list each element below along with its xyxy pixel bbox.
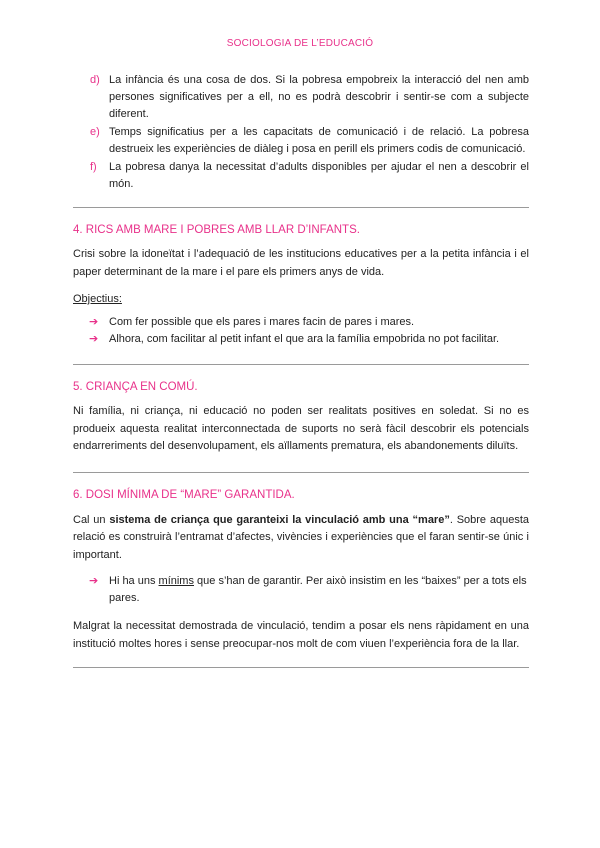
running-header: SOCIOLOGIA DE L’EDUCACIÓ (226, 38, 374, 49)
list-item (73, 124, 529, 158)
section-divider (73, 667, 529, 668)
objective-text: Alhora, com facilitar al petit infant el que ara la família empobrida no pot facilitar. (109, 333, 500, 345)
objectives-list (73, 314, 529, 348)
section-6-heading: 6. DOSI MÍNIMA DE “MARE” GARANTIDA. (73, 488, 295, 501)
section-6-bullets (73, 573, 529, 607)
section-4-heading: 4. RICS AMB MARE I POBRES AMB LLAR D’INFANTS. (73, 224, 360, 236)
text-run: Cal un (73, 513, 110, 526)
underlined-text: mínims (158, 575, 194, 587)
section-6-paragraph-2: Malgrat la necessitat demostrada de vinculació, tendim a posar els nens ràpidament en una institució moltes hores i sense preocupar-nos molt de com viuen l’experiència fora de la llar. (73, 620, 529, 650)
arrow-right-icon: ➔ (89, 316, 99, 328)
text-run: que s’han de garantir. Per això insistim en les “baixes” per a tots els pares. (109, 575, 527, 604)
section-5-paragraph: Ni família, ni criança, ni educació no poden ser realitats positives en soledat. Si no es produeix aquesta realitat interconnectada de suports no serà fàcil descobrir els potencials endarreriments del desenvolupament, els aïllaments prematura, els abandonements diluïts. (73, 405, 529, 452)
bold-text: sistema de criança que garanteixi la vinculació amb una “mare” (109, 513, 450, 526)
list-item (73, 573, 529, 607)
list-marker: e) (90, 126, 100, 138)
section-5-heading: 5. CRIANÇA EN COMÚ. (73, 381, 198, 393)
text-run: Hi ha uns (109, 575, 159, 587)
list-item (73, 72, 529, 123)
list-item-text: Temps significatius per a les capacitats de comunicació i de relació. La pobresa destrueix les experiències de diàleg i posa en perill els primers codis de comunicació. (109, 126, 529, 155)
text-run: . Sobre aquesta relació es construirà l’entramat d’afectes, vivències i experiències que el faran sentir-se únic i important. (73, 513, 529, 561)
section-6-paragraph-1 (73, 512, 529, 565)
list-item-text: La pobresa danya la necessitat d’adults disponibles per ajudar el nen a descobrir el món. (109, 161, 529, 190)
arrow-right-icon: ➔ (89, 575, 99, 587)
objectives-label: Objectius: (73, 293, 122, 305)
list-marker: f) (90, 161, 97, 173)
list-item-text: La infància és una cosa de dos. Si la pobresa empobreix la interacció del nen amb persones significatives per a ell, no es podrà descobrir i sentir-se com a subjecte diferent. (109, 74, 529, 120)
objective-text: Com fer possible que els pares i mares facin de pares i mares. (109, 316, 415, 328)
list-item (73, 331, 529, 348)
section-divider (73, 364, 529, 365)
page-content (73, 72, 529, 668)
list-marker: d) (90, 74, 100, 86)
section-4-paragraph: Crisi sobre la idoneïtat i l’adequació de les institucions educatives per a la petita infància i el paper determinant de la mare i el pare els primers anys de vida. (73, 248, 529, 278)
list-item (73, 159, 529, 193)
intro-list (73, 72, 529, 193)
section-divider (73, 472, 529, 473)
section-divider (73, 207, 529, 208)
arrow-right-icon: ➔ (89, 333, 99, 345)
list-item (73, 314, 529, 331)
